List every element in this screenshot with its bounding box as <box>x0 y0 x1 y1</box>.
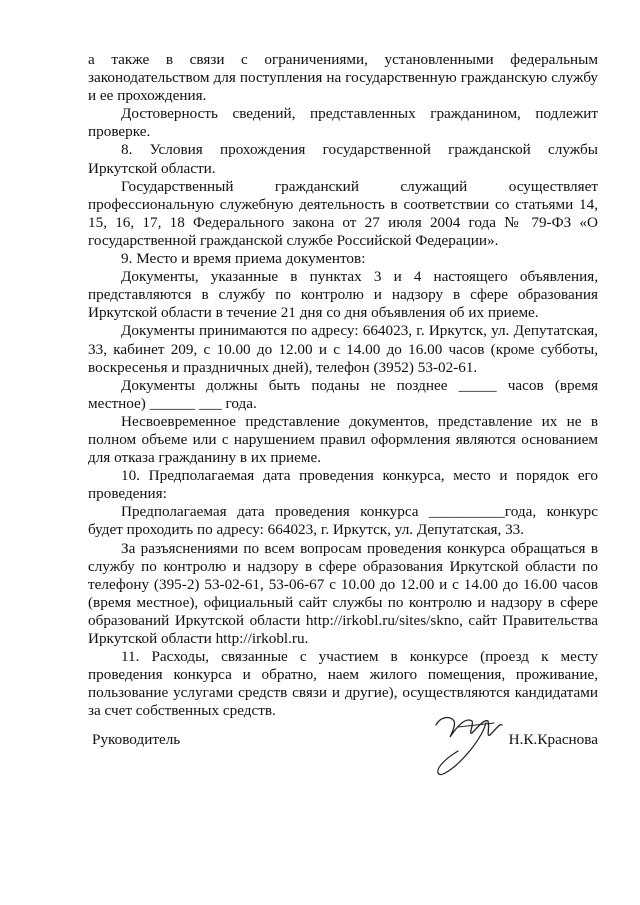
position-title: Руководитель <box>92 731 181 748</box>
paragraph-documents-address: Документы принимаются по адресу: 664023, г. Иркутск, ул. Депутатская, 33, кабинет 209, с 10.00 до 12.00 и с 14.00 до 16.00 часов (кроме субботы, воскресенья и праздничных дней), телефон (3952) 53-02-61. <box>88 322 598 376</box>
signature-block <box>88 731 598 801</box>
paragraph-contest-date: Предполагаемая дата проведения конкурса __________года, конкурс будет проходить по адресу: 664023, г. Иркутск, ул. Депутатская, 33. <box>88 503 598 539</box>
section-11-expenses: 11. Расходы, связанные с участием в конкурсе (проезд к месту проведения конкурса и обратно, наем жилого помещения, проживание, пользование услугами средств связи и другие), осуществляются кандидатами за счет собственных средств. <box>88 648 598 720</box>
handwritten-signature <box>428 707 508 785</box>
section-8-heading: 8. Условия прохождения государственной гражданской службы Иркутской области. <box>88 141 598 177</box>
section-9-heading: 9. Место и время приема документов: <box>121 250 366 268</box>
paragraph-contacts: За разъяснениями по всем вопросам проведения конкурса обращаться в службу по контролю и надзору в сфере образования Иркутской области по телефону (395-2) 53-02-61, 53-06-67 с 10.00 до 12.00 и с 14.00 до 16.00 часов (время местное), официальный сайт службы по контролю и надзору в сфере образований Иркутской области http://irkobl.ru/sites/skno, сайт Правительства Иркутской области http://irkobl.ru. <box>88 539 598 647</box>
signer-name: Н.К.Краснова <box>508 731 598 748</box>
paragraph-verification: Достоверность сведений, представленных гражданином, подлежит проверке. <box>88 105 598 141</box>
paragraph-continuation: а также в связи с ограничениями, установленными федеральным законодательством для поступления на государственную гражданскую службу и ее прохождения. <box>88 51 598 105</box>
paragraph-service-basis: Государственный гражданский служащий осуществляет профессиональную служебную деятельность в соответствии со статьями 14, 15, 16, 17, 18 Федерального закона от 27 июля 2004 года № 79-ФЗ «О государственной гражданской службе Российской Федерации». <box>88 177 598 249</box>
paragraph-documents-submission: Документы, указанные в пунктах 3 и 4 настоящего объявления, представляются в службу по контролю и надзору в сфере образования Иркутской области в течение 21 дня со дня объявления об их приеме. <box>88 268 598 322</box>
paragraph-documents-deadline: Документы должны быть поданы не позднее _____ часов (время местное) ______ ___ года. <box>88 376 598 412</box>
document-body <box>88 51 598 720</box>
paragraph-late-submission: Несвоевременное представление документов, представление их не в полном объеме или с нарушением правил оформления являются основанием для отказа гражданину в их приеме. <box>88 412 598 467</box>
section-10-heading: 10. Предполагаемая дата проведения конкурса, место и порядок его проведения: <box>88 467 598 503</box>
